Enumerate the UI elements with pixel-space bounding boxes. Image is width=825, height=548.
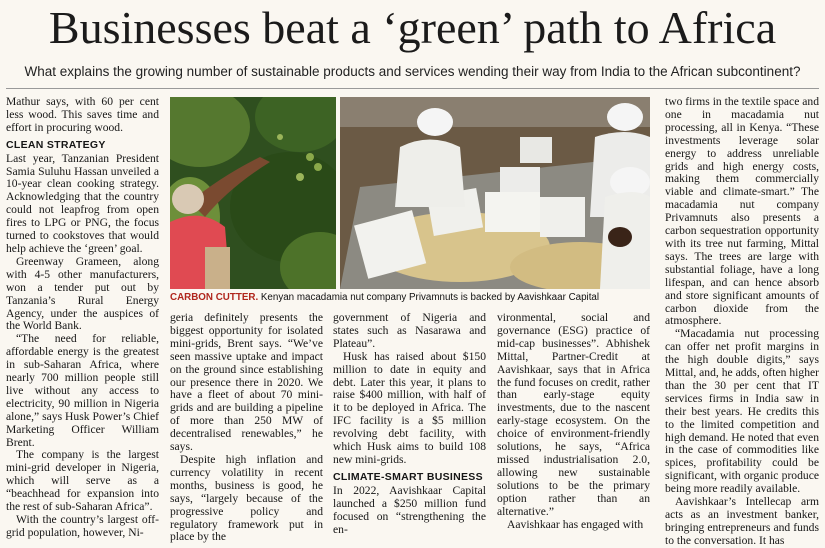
article-column-4 xyxy=(497,312,650,531)
paragraph: “Macadamia nut processing can offer net profit margins in the high double digits,” says Mittal, and, he adds, often higher than the 30 per cent that IT services firms in India saw in their best years. He credits this to the limited competition and high demand. He noted that even in the case of commodities like spices, profitability could be significant, with organic produce being more readily available. xyxy=(665,327,819,496)
paragraph: With the country’s largest off-grid population, however, Ni- xyxy=(6,513,159,539)
standfirst: What explains the growing number of sustainable products and services wending their way from India to the African subcontinent? xyxy=(24,64,801,79)
paragraph: In 2022, Aavishkaar Capital launched a $250 million fund focused on “strengthening the en- xyxy=(333,483,486,536)
paragraph: vironmental, social and governance (ESG) practice of mid-cap businesses”. Abhishek Mittal, Partner-Credit at Aavishkaar, says that in Africa the fund focuses on credit, rather than early-stage equity investments, due to the nascent early-stage ecosystem. On the choice of environment-friendly solutions, he says, “Africa missed industrialisation 2.0, allowing new sustainable solutions to be the primary option rather than an alternative.” xyxy=(497,311,650,518)
photo-nut-processing xyxy=(340,97,650,289)
paragraph: “The need for reliable, affordable energy is the greatest in sub-Saharan Africa, where nearly 700 million people still live without any access to electricity, 90 million in Nigeria alone,” says Husk Power’s Chief Marketing Officer William Brent. xyxy=(6,332,159,449)
paragraph: Husk has raised about $150 million to date in equity and debt. Later this year, it plans to raise $400 million, with half of it to be deployed in Africa. The IFC facility is a $5 million revolving debt facility, with which Husk aims to build 108 new mini-grids. xyxy=(333,349,486,466)
paragraph: Aavishkaar’s Intellecap arm acts as an investment banker, bringing entrepreneurs and funds to the conversation. It has xyxy=(665,495,819,547)
caption-kicker: CARBON CUTTER. xyxy=(170,292,259,303)
header-divider xyxy=(6,88,819,89)
article-column-3 xyxy=(333,312,486,536)
paragraph: The company is the largest mini-grid developer in Nigeria, which will serve as a “beachhead for expansion into the rest of sub-Saharan Africa”. xyxy=(6,448,159,514)
paragraph: Despite high inflation and currency volatility in recent months, business is good, he says, “largely because of the progressive policy and regulatory framework put in place by the xyxy=(170,452,323,544)
paragraph: Greenway Grameen, along with 4-5 other manufacturers, won a tender put out by Tanzania’s Rural Energy Agency, under the auspices of the World Bank. xyxy=(6,254,159,333)
photo-caption xyxy=(170,292,650,303)
article-column-5 xyxy=(665,96,819,548)
paragraph: Last year, Tanzanian President Samia Suluhu Hassan unveiled a 10-year clean cooking strategy. Acknowledging that the country could not leapfrog from open fires to LPG or PNG, the focus turned to cookstoves that would help achieve the ‘green’ goal. xyxy=(6,151,159,255)
paragraph: geria definitely presents the biggest opportunity for isolated mini-grids, Brent says. “We’ve seen massive uptake and impact on the ground since establishing our presence there in 2020. We have a fleet of about 70 mini-grids and are building a pipeline of more than 250 MW of decentralised renewables,” he says. xyxy=(170,311,323,454)
processing-photo-illustration xyxy=(340,97,650,289)
headline: Businesses beat a ‘green’ path to Africa xyxy=(48,2,777,53)
caption-text: Kenyan macadamia nut company Privamnuts is backed by Aavishkaar Capital xyxy=(258,292,600,303)
paragraph: government of Nigeria and states such as Nasarawa and Plateau”. xyxy=(333,311,486,350)
article-column-2 xyxy=(170,312,323,544)
subheading-clean-strategy: CLEAN STRATEGY xyxy=(6,138,106,151)
photo-farmer-picking xyxy=(170,97,336,289)
paragraph: Mathur says, with 60 per cent less wood. This saves time and effort in procuring wood. xyxy=(6,95,159,134)
paragraph: Aavishkaar has engaged with xyxy=(507,517,644,531)
paragraph: two firms in the textile space and one in macadamia nut processing, all in Kenya. “These investments leverage solar energy to address unreliable grids and high energy costs, making them commercially viable and climate-smart.” The macadamia nut company Privamnuts also presents a carbon sequestration opportunity with its tree nut farming, Mittal says. The trees are large with substantial foliage, have a long lifespan, and can hence absorb and store significant amounts of carbon dioxide from the atmosphere. xyxy=(665,95,819,328)
subheading-climate-smart-business: CLIMATE-SMART BUSINESS xyxy=(333,470,483,483)
article-column-1 xyxy=(6,96,159,540)
farmer-photo-illustration xyxy=(170,97,336,289)
